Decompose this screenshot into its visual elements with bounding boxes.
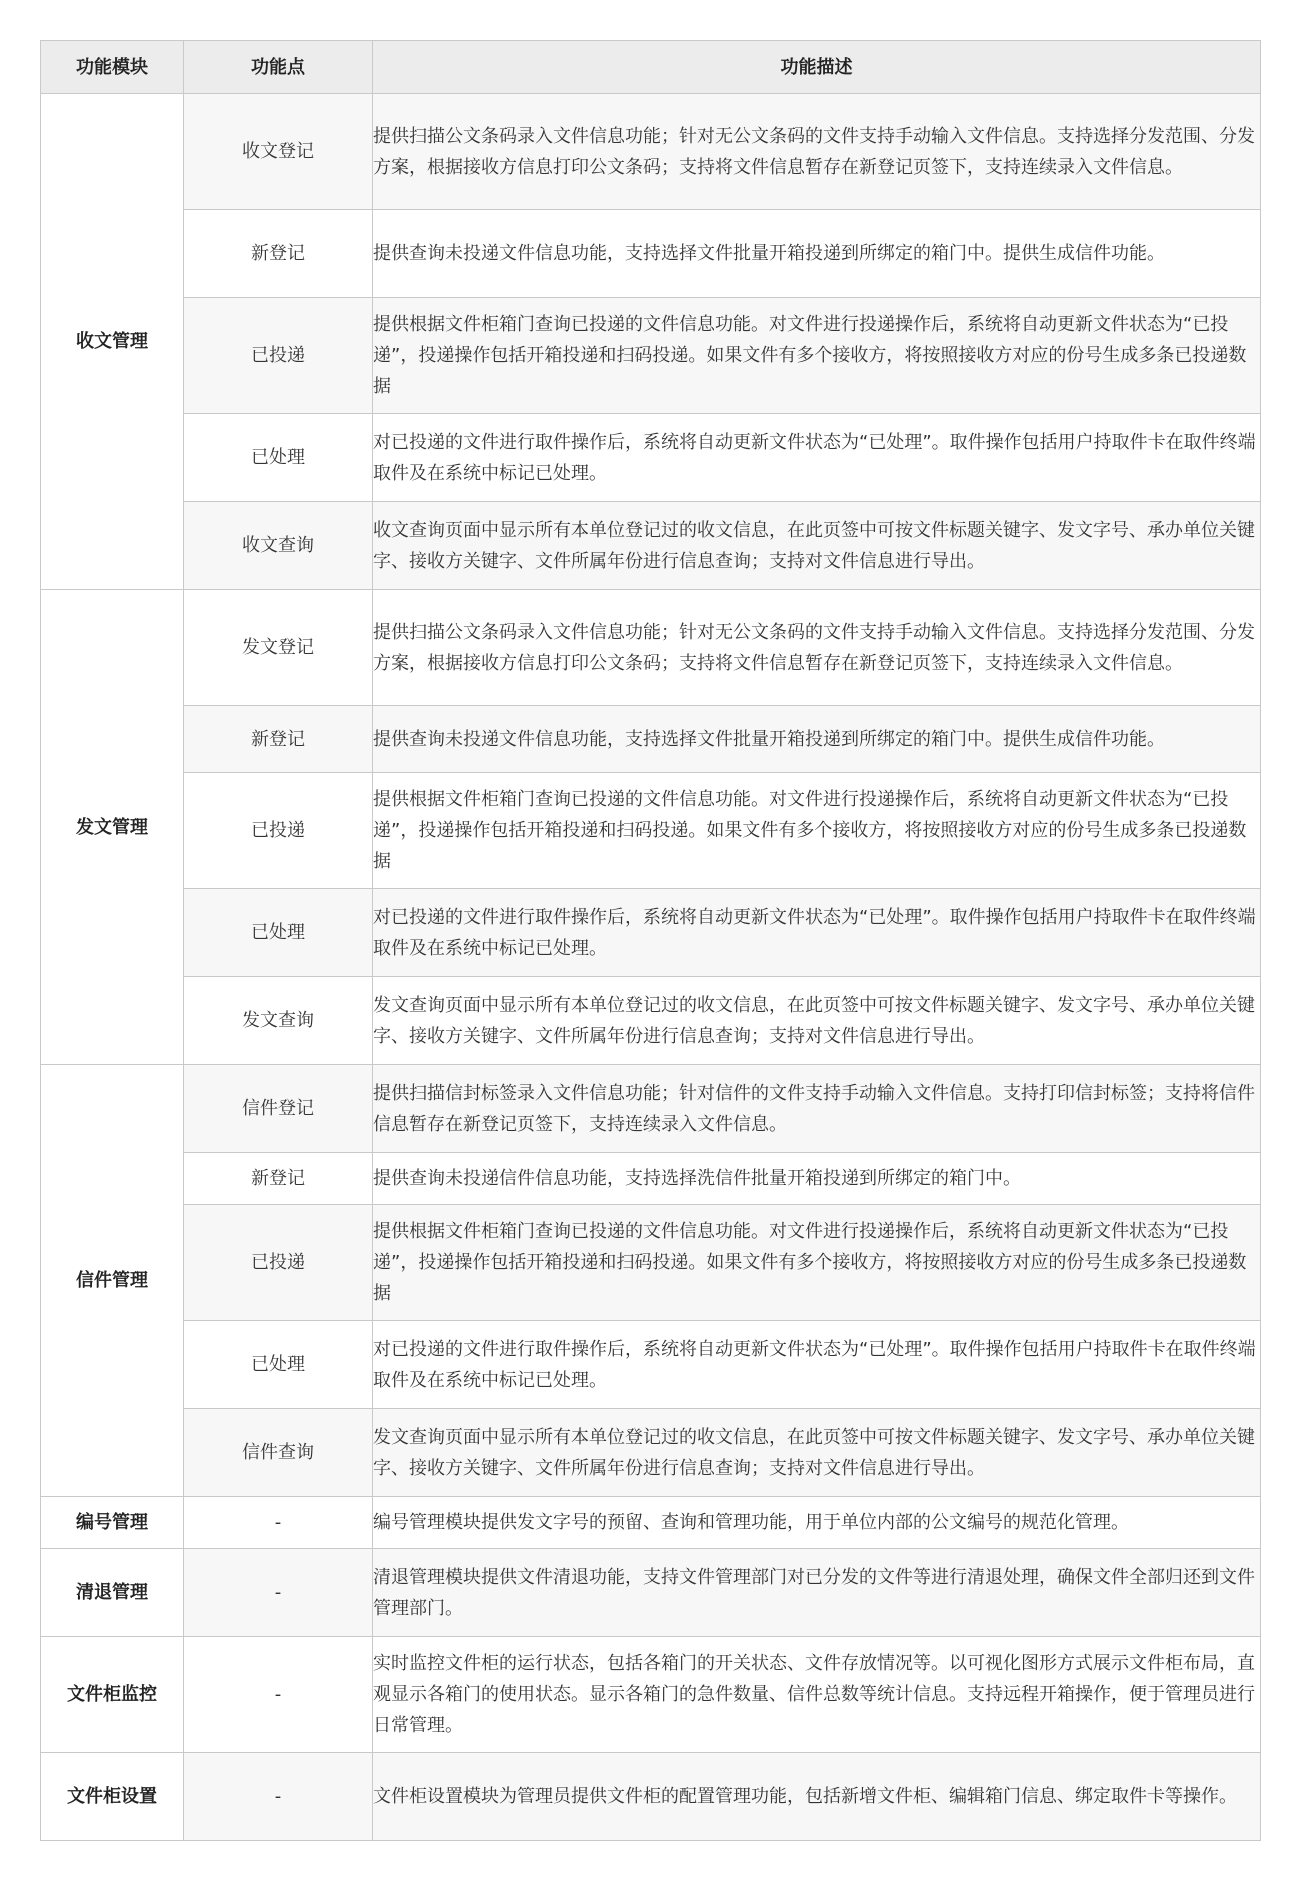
description-cell: 文件柜设置模块为管理员提供文件柜的配置管理功能，包括新增文件柜、编辑箱门信息、绑定取件卡等操作。 bbox=[373, 1753, 1261, 1841]
table-row bbox=[41, 1153, 1261, 1205]
description-cell: 提供查询未投递信件信息功能，支持选择洗信件批量开箱投递到所绑定的箱门中。 bbox=[373, 1153, 1261, 1205]
module-cell: 编号管理 bbox=[41, 1497, 184, 1549]
table-row bbox=[41, 94, 1261, 210]
table-row bbox=[41, 1497, 1261, 1549]
point-cell: 信件查询 bbox=[184, 1409, 373, 1497]
description-cell: 提供扫描公文条码录入文件信息功能；针对无公文条码的文件支持手动输入文件信息。支持选择分发范围、分发方案，根据接收方信息打印公文条码；支持将文件信息暂存在新登记页签下，支持连续录入文件信息。 bbox=[373, 94, 1261, 210]
table-row bbox=[41, 590, 1261, 706]
header-module: 功能模块 bbox=[41, 41, 184, 94]
point-cell: 新登记 bbox=[184, 706, 373, 773]
module-cell: 文件柜设置 bbox=[41, 1753, 184, 1841]
description-cell: 实时监控文件柜的运行状态，包括各箱门的开关状态、文件存放情况等。以可视化图形方式展示文件柜布局，直观显示各箱门的使用状态。显示各箱门的急件数量、信件总数等统计信息。支持远程开箱操作，便于管理员进行日常管理。 bbox=[373, 1637, 1261, 1753]
module-cell: 收文管理 bbox=[41, 94, 184, 590]
table-row bbox=[41, 1205, 1261, 1321]
description-cell: 提供扫描公文条码录入文件信息功能；针对无公文条码的文件支持手动输入文件信息。支持选择分发范围、分发方案，根据接收方信息打印公文条码；支持将文件信息暂存在新登记页签下，支持连续录入文件信息。 bbox=[373, 590, 1261, 706]
module-cell: 文件柜监控 bbox=[41, 1637, 184, 1753]
description-cell: 提供根据文件柜箱门查询已投递的文件信息功能。对文件进行投递操作后，系统将自动更新文件状态为“已投递”，投递操作包括开箱投递和扫码投递。如果文件有多个接收方，将按照接收方对应的份号生成多条已投递数据 bbox=[373, 1205, 1261, 1321]
description-cell: 提供根据文件柜箱门查询已投递的文件信息功能。对文件进行投递操作后，系统将自动更新文件状态为“已投递”，投递操作包括开箱投递和扫码投递。如果文件有多个接收方，将按照接收方对应的份号生成多条已投递数据 bbox=[373, 298, 1261, 414]
point-cell: 已投递 bbox=[184, 298, 373, 414]
module-cell: 信件管理 bbox=[41, 1065, 184, 1497]
table-row bbox=[41, 210, 1261, 298]
description-cell: 对已投递的文件进行取件操作后，系统将自动更新文件状态为“已处理”。取件操作包括用户持取件卡在取件终端取件及在系统中标记已处理。 bbox=[373, 1321, 1261, 1409]
description-cell: 对已投递的文件进行取件操作后，系统将自动更新文件状态为“已处理”。取件操作包括用户持取件卡在取件终端取件及在系统中标记已处理。 bbox=[373, 414, 1261, 502]
point-cell: - bbox=[184, 1497, 373, 1549]
point-cell: 收文登记 bbox=[184, 94, 373, 210]
table-row bbox=[41, 977, 1261, 1065]
description-cell: 提供查询未投递文件信息功能，支持选择文件批量开箱投递到所绑定的箱门中。提供生成信件功能。 bbox=[373, 706, 1261, 773]
description-cell: 收文查询页面中显示所有本单位登记过的收文信息，在此页签中可按文件标题关键字、发文字号、承办单位关键字、接收方关键字、文件所属年份进行信息查询；支持对文件信息进行导出。 bbox=[373, 502, 1261, 590]
point-cell: 已投递 bbox=[184, 773, 373, 889]
description-cell: 发文查询页面中显示所有本单位登记过的收文信息，在此页签中可按文件标题关键字、发文字号、承办单位关键字、接收方关键字、文件所属年份进行信息查询；支持对文件信息进行导出。 bbox=[373, 977, 1261, 1065]
point-cell: 已处理 bbox=[184, 414, 373, 502]
table-row bbox=[41, 773, 1261, 889]
table-header-row bbox=[41, 41, 1261, 94]
description-cell: 对已投递的文件进行取件操作后，系统将自动更新文件状态为“已处理”。取件操作包括用户持取件卡在取件终端取件及在系统中标记已处理。 bbox=[373, 889, 1261, 977]
feature-table bbox=[40, 40, 1261, 1841]
description-cell: 提供根据文件柜箱门查询已投递的文件信息功能。对文件进行投递操作后，系统将自动更新文件状态为“已投递”，投递操作包括开箱投递和扫码投递。如果文件有多个接收方，将按照接收方对应的份号生成多条已投递数据 bbox=[373, 773, 1261, 889]
table-row bbox=[41, 1321, 1261, 1409]
description-cell: 提供扫描信封标签录入文件信息功能；针对信件的文件支持手动输入文件信息。支持打印信封标签；支持将信件信息暂存在新登记页签下，支持连续录入文件信息。 bbox=[373, 1065, 1261, 1153]
point-cell: - bbox=[184, 1549, 373, 1637]
point-cell: 已处理 bbox=[184, 1321, 373, 1409]
table-row bbox=[41, 1637, 1261, 1753]
point-cell: 新登记 bbox=[184, 210, 373, 298]
point-cell: 发文查询 bbox=[184, 977, 373, 1065]
point-cell: 信件登记 bbox=[184, 1065, 373, 1153]
table-row bbox=[41, 502, 1261, 590]
feature-table-container bbox=[40, 40, 1260, 1841]
module-cell: 发文管理 bbox=[41, 590, 184, 1065]
description-cell: 编号管理模块提供发文字号的预留、查询和管理功能，用于单位内部的公文编号的规范化管理。 bbox=[373, 1497, 1261, 1549]
table-row bbox=[41, 1753, 1261, 1841]
table-row bbox=[41, 414, 1261, 502]
table-row bbox=[41, 1549, 1261, 1637]
point-cell: 收文查询 bbox=[184, 502, 373, 590]
table-row bbox=[41, 1065, 1261, 1153]
point-cell: 已投递 bbox=[184, 1205, 373, 1321]
point-cell: - bbox=[184, 1637, 373, 1753]
header-description: 功能描述 bbox=[373, 41, 1261, 94]
table-row bbox=[41, 889, 1261, 977]
description-cell: 发文查询页面中显示所有本单位登记过的收文信息，在此页签中可按文件标题关键字、发文字号、承办单位关键字、接收方关键字、文件所属年份进行信息查询；支持对文件信息进行导出。 bbox=[373, 1409, 1261, 1497]
description-cell: 提供查询未投递文件信息功能，支持选择文件批量开箱投递到所绑定的箱门中。提供生成信件功能。 bbox=[373, 210, 1261, 298]
table-row bbox=[41, 1409, 1261, 1497]
point-cell: 发文登记 bbox=[184, 590, 373, 706]
module-cell: 清退管理 bbox=[41, 1549, 184, 1637]
table-row bbox=[41, 706, 1261, 773]
table-row bbox=[41, 298, 1261, 414]
description-cell: 清退管理模块提供文件清退功能，支持文件管理部门对已分发的文件等进行清退处理，确保文件全部归还到文件管理部门。 bbox=[373, 1549, 1261, 1637]
header-point: 功能点 bbox=[184, 41, 373, 94]
point-cell: - bbox=[184, 1753, 373, 1841]
point-cell: 新登记 bbox=[184, 1153, 373, 1205]
point-cell: 已处理 bbox=[184, 889, 373, 977]
